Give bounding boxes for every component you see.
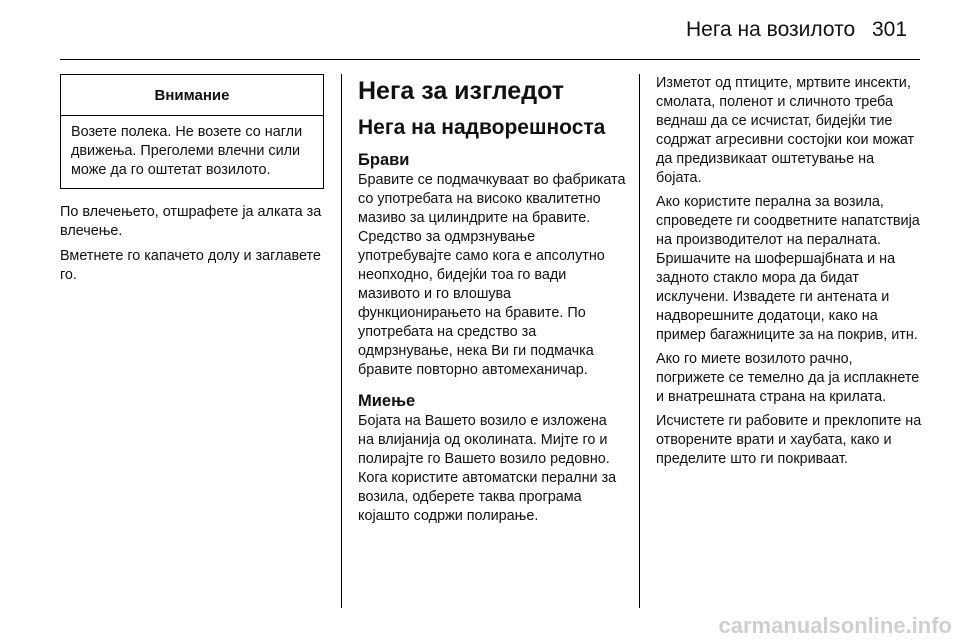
washing-heading: Миење [358,392,416,410]
column-left [60,74,324,285]
page-number: 301 [872,18,908,41]
paragraph-bird-droppings: Изметот од птиците, мртвите инсекти, смолата, поленот и сличното треба веднаш да се исчистат, бидејќи тие содржат агресивни состојки кои можат да предизвикаат оштетување на бојата. [656,75,915,186]
subsection-heading: Нега на надворешноста [358,116,606,139]
paragraph-unscrew-ring: По влечењето, отшрафете ја алката за влечење. [60,204,322,239]
locks-paragraph: Бравите се подмачкуваат во фабриката со употребата на високо квалитетно мазиво за цилиндрите на бравите. Средство за одмрзнување употребувајте само кога е апсолутно неопходно, бидејќи тоа го вади мазивото и го влошува функционирањето на бравите. По употребата на средство за одмрзнување, нека Ви ги подмачка бравите повторно автомеханичар. [358,172,626,378]
warning-title: Внимание [61,75,323,116]
paragraph-clean-edges: Исчистете ги рабовите и преклопите на отворените врати и хаубата, како и пределите што ги покриваат. [656,413,922,467]
locks-heading: Брави [358,151,410,169]
column-divider-right [639,74,640,608]
warning-box [60,74,324,189]
paragraph-insert-cap: Вметнете го капачето долу и заглавете го. [60,248,321,283]
washing-paragraph: Бојата на Вашето возило е изложена на влијанија од околината. Мијте го и полирајте го Вашето возило редовно. Кога користите автоматски перални за возила, одберете таква програма којашто содржи полирање. [358,413,617,524]
paragraph-car-wash: Ако користите перална за возила, спроведете ги соодветните напатствија на производителот на пералната. Бришачите на шофершајбната и на задното стакло мора да бидат исклучени. Извадете ги антената и надворешните додатоци, како на пример багажниците за на покрив, итн. [656,194,920,343]
warning-text: Возете полека. Не возете со нагли движења. Преголеми влечни сили може да го оштетат возилото. [71,124,303,178]
column-divider-left [341,74,342,608]
column-middle [358,74,626,526]
paragraph-hand-wash: Ако го миете возилото рачно, погрижете се темелно да ја исплакнете и внатрешната страна на крилата. [656,351,920,405]
running-header-title: Нега на возилото [686,18,856,41]
header-rule [60,59,920,60]
section-heading: Нега за изгледот [358,77,564,105]
column-right [656,74,922,469]
watermark: carmanualsonline.info [718,613,952,638]
